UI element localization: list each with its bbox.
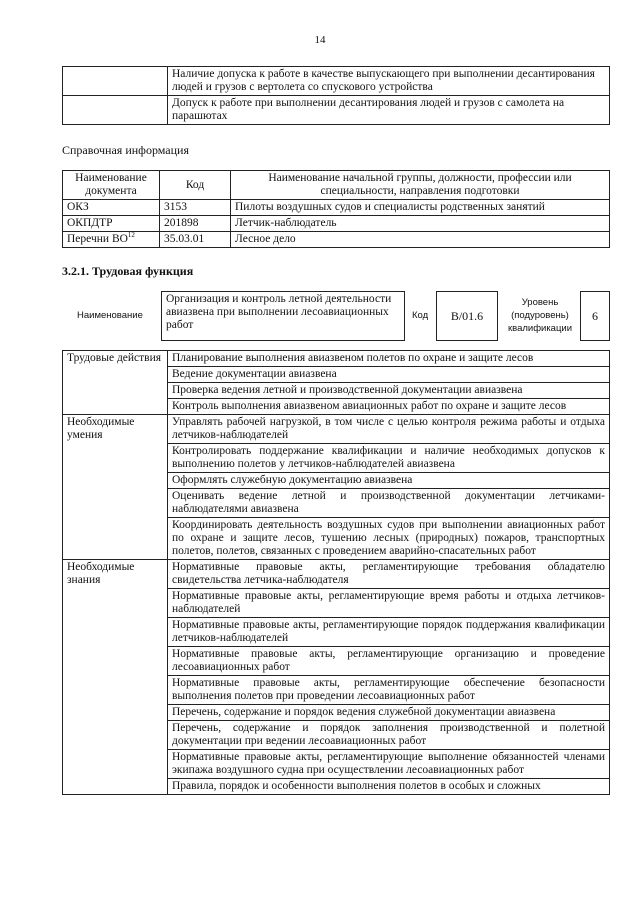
list-item: Правила, порядок и особенности выполнения полетов в особых и сложных	[168, 779, 610, 795]
level-value: 6	[592, 309, 598, 323]
header-code: Код	[160, 171, 231, 200]
list-item: Нормативные правовые акты, регламентирующие организацию и проведение лесоавиационных работ	[168, 647, 610, 676]
level-box	[580, 291, 610, 341]
list-item: Оценивать ведение летной и производственной документации летчиками-наблюдателями авиазвена	[168, 489, 610, 518]
name-label: Наименование	[77, 310, 143, 321]
section-label: Необходимые умения	[63, 415, 168, 560]
list-item: Нормативные правовые акты, регламентирующие порядок поддержания квалификации летчиков-наблюдателей	[168, 618, 610, 647]
table-row	[63, 560, 610, 589]
code-label: Код	[412, 310, 429, 321]
list-item: Контролировать поддержание квалификации и наличие необходимых допусков к выполнению полетов у летчиков-наблюдателей авиазвена	[168, 444, 610, 473]
list-item: Ведение документации авиазвена	[168, 367, 610, 383]
list-item: Перечень, содержание и порядок заполнения производственной и полетной документации при ведении лесоавиационных работ	[168, 721, 610, 750]
list-item: Оформлять служебную документацию авиазвена	[168, 473, 610, 489]
table-header-row	[63, 171, 610, 200]
header-name: Наименование начальной группы, должности, профессии или специальности, направления подготовки	[231, 171, 610, 200]
list-item: Планирование выполнения авиазвеном полетов по охране и защите лесов	[168, 351, 610, 367]
table-cell: Наличие допуска к работе в качестве выпускающего при выполнении десантирования людей и грузов с вертолета со спускового устройства	[168, 67, 610, 96]
list-item: Нормативные правовые акты, регламентирующие обеспечение безопасности выполнения полетов при проведении лесоавиационных работ	[168, 676, 610, 705]
table-cell: Допуск к работе при выполнении десантирования людей и грузов с самолета на парашютах	[168, 96, 610, 125]
list-item: Координировать деятельность воздушных судов при выполнении авиационных работ по охране и защите лесов, тушению лесных (природных) пожаров, транспортных полетов, полетов, связанных с проведением аварийно-спасательных работ	[168, 518, 610, 560]
main-table	[62, 350, 610, 795]
list-item: Нормативные правовые акты, регламентирующие время работы и отдыха летчиков-наблюдателей	[168, 589, 610, 618]
list-item: Проверка ведения летной и производственной документации авиазвена	[168, 383, 610, 399]
function-name-box	[161, 291, 405, 341]
page-number: 14	[314, 34, 326, 46]
table-row	[63, 351, 610, 367]
table-row	[63, 67, 610, 96]
table-row	[63, 415, 610, 444]
list-item: Управлять рабочей нагрузкой, в том числе с целью контроля режима работы и отдыха летчиков-наблюдателей	[168, 415, 610, 444]
table-row: ОКПДТР 201898 Летчик-наблюдатель	[63, 216, 610, 232]
list-item: Перечень, содержание и порядок ведения служебной документации авиазвена	[168, 705, 610, 721]
function-name: Организация и контроль летной деятельности авиазвена при выполнении лесоавиационных работ	[166, 293, 392, 331]
list-item: Контроль выполнения авиазвеном авиационных работ по охране и защите лесов	[168, 399, 610, 415]
section-label: Необходимые знания	[63, 560, 168, 795]
code-box	[436, 291, 498, 341]
footnote-ref: 12	[127, 231, 135, 240]
list-item: Нормативные правовые акты, регламентирующие выполнение обязанностей членами экипажа воздушного судна при осуществлении лесоавиационных работ	[168, 750, 610, 779]
level-label: Уровень (подуровень) квалификации	[507, 297, 573, 334]
table-row: Перечни ВО$^{12}$ 35.03.01 Лесное дело	[63, 232, 610, 248]
header-doc: Наименование документа	[63, 171, 160, 200]
table-row	[63, 96, 610, 125]
list-item: Нормативные правовые акты, регламентирующие требования обладателю свидетельства летчика-наблюдателя	[168, 560, 610, 589]
reference-table	[62, 170, 610, 248]
function-title: 3.2.1. Трудовая функция	[62, 264, 194, 278]
table-row: ОКЗ 3153 Пилоты воздушных судов и специалисты родственных занятий	[63, 200, 610, 216]
section-label: Трудовые действия	[63, 351, 168, 415]
top-table	[62, 66, 610, 125]
code-value: В/01.6	[450, 309, 484, 323]
reference-title: Справочная информация	[62, 143, 189, 157]
